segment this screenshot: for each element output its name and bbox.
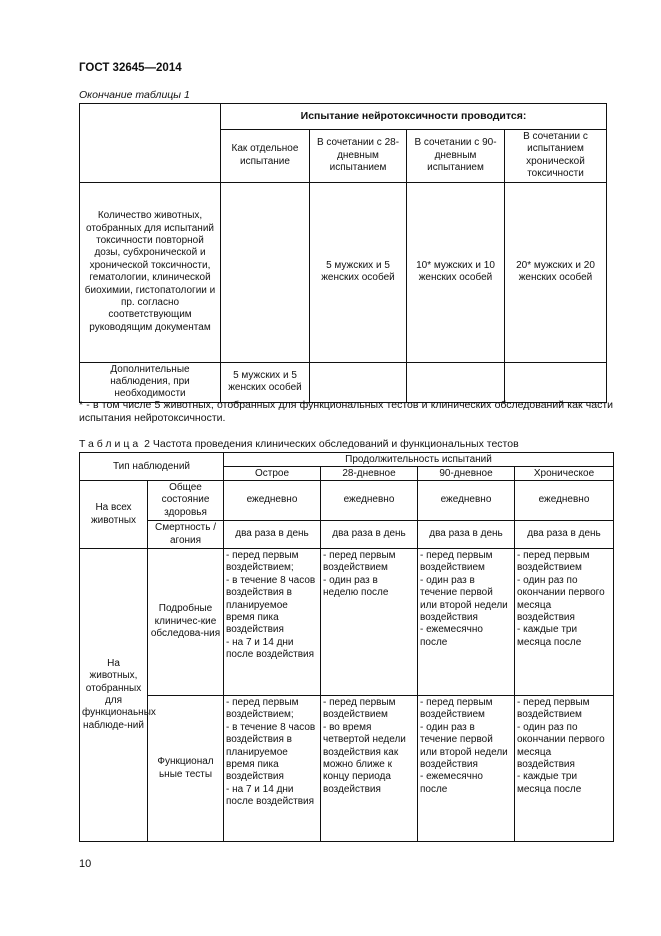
table2-cell: - перед первым воздействием - один раз по окончании первого месяца воздействия - каждые три месяца после — [515, 549, 614, 696]
table1-footnote-text: * - в том числе 5 животных, отобранных для функциональных тестов и клинических обследований как части испытания нейротоксичности. — [79, 399, 613, 424]
table2-cell: ежедневно — [321, 481, 418, 521]
table2-cell: два раза в день — [321, 521, 418, 549]
table2-col-header: Хроническое — [515, 467, 614, 481]
table2-cell: - перед первым воздействием - один раз по окончании первого месяца воздействия - каждые три месяца после — [515, 696, 614, 842]
table2-group-all-animals: На всех животных — [80, 481, 148, 549]
table2-caption — [79, 438, 519, 450]
table2-col-header: 28-дневное — [321, 467, 418, 481]
table1-row-label: Количество животных, отобранных для испытаний токсичности повторной дозы, субхронической и хронической токсичности, гематологии, клинической биохимии, гистопатологии и пр. согласно соответствующим руководящим документам — [80, 182, 221, 362]
table1-col-header: Как отдельное испытание — [221, 130, 310, 183]
table1-cell — [221, 182, 310, 362]
table2-type-header: Тип наблюдений — [80, 453, 224, 481]
table2-cell: - перед первым воздействием - один раз в течение первой или второй недели воздействия - ежемесячно после — [418, 696, 515, 842]
document-number: ГОСТ 32645—2014 — [79, 62, 182, 74]
table1-col-header: В сочетании с 28-дневным испытанием — [310, 130, 407, 183]
table1-corner-cell — [80, 104, 221, 183]
table1-cell: 5 мужских и 5 женских особей — [310, 182, 407, 362]
table1-cell — [407, 362, 505, 402]
table2-cell: два раза в день — [515, 521, 614, 549]
table2-cell: ежедневно — [418, 481, 515, 521]
table2-caption-prefix: Таблица — [79, 438, 142, 450]
table2-cell: - перед первым воздействием; - в течение 8 часов воздействия в планируемое время пика воздействия - на 7 и 14 дни после воздействия — [224, 696, 321, 842]
table2-subrow-label: Подробные клиничес-кие обследова-ния — [148, 549, 224, 696]
table1-cell: 10* мужских и 10 женских особей — [407, 182, 505, 362]
table2-cell: два раза в день — [418, 521, 515, 549]
table2-cell: - перед первым воздействием - один раз в течение первой или второй недели воздействия - ежемесячно после — [418, 549, 515, 696]
table2-subrow-label: Общее состояние здоровья — [148, 481, 224, 521]
table2 — [79, 452, 614, 842]
table2-group-selected-animals: На животных, отобранных для функционаьных наблюде-ний — [80, 549, 148, 842]
table2-caption-text: Частота проведения клинических обследований и функциональных тестов — [152, 438, 519, 450]
table2-duration-header: Продолжительность испытаний — [224, 453, 614, 467]
table1 — [79, 103, 607, 403]
table1-cell: 5 мужских и 5 женских особей — [221, 362, 310, 402]
table1-row-label: Дополнительные наблюдения, при необходимости — [80, 362, 221, 402]
table2-col-header: 90-дневное — [418, 467, 515, 481]
table1-cell — [310, 362, 407, 402]
table1-header-title: Испытание нейротоксичности проводится: — [221, 104, 607, 130]
table1-col-header: В сочетании с 90-дневным испытанием — [407, 130, 505, 183]
table1-col-header: В сочетании с испытанием хронической токсичности — [505, 130, 607, 183]
table2-caption-number: 2 — [144, 438, 150, 450]
table2-cell: - перед первым воздействием - один раз в неделю после — [321, 549, 418, 696]
table1-footnote — [79, 399, 613, 425]
table2-subrow-label: Функционал ьные тесты — [148, 696, 224, 842]
table2-cell: ежедневно — [515, 481, 614, 521]
table1-cell — [505, 362, 607, 402]
table1-cell: 20* мужских и 20 женских особей — [505, 182, 607, 362]
table2-col-header: Острое — [224, 467, 321, 481]
table2-cell: - перед первым воздействием - во время четвертой недели воздействия как можно ближе к концу периода воздействия — [321, 696, 418, 842]
page-number: 10 — [79, 858, 92, 870]
table2-subrow-label: Смертность / агония — [148, 521, 224, 549]
table2-cell: - перед первым воздействием; - в течение 8 часов воздействия в планируемое время пика воздействия - на 7 и 14 дни после воздействия — [224, 549, 321, 696]
table1-caption: Окончание таблицы 1 — [79, 89, 190, 101]
table2-cell: ежедневно — [224, 481, 321, 521]
table2-cell: два раза в день — [224, 521, 321, 549]
